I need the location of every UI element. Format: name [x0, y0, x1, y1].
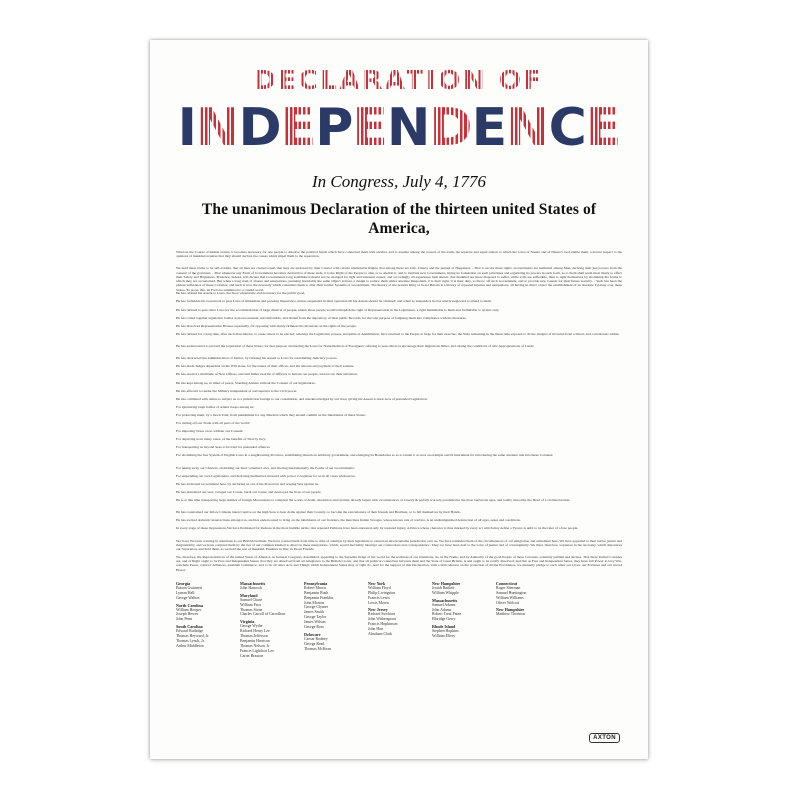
paragraph: For cutting off our Trade with all parts of the world: [176, 420, 250, 425]
signer-column [304, 579, 368, 659]
signer-name: William Floyd [368, 585, 391, 590]
signer-name: James Smith [304, 610, 324, 615]
signer-name: Button Gwinnett [176, 585, 203, 590]
signer-name: Francis Lightfoot Lee [240, 648, 274, 653]
paragraph: For transporting us beyond Seas to be tried for pretended offences [176, 445, 270, 450]
title-letter: N [196, 98, 239, 158]
signer-state: Pennsylvania [304, 580, 328, 586]
title-letter: D [238, 98, 281, 158]
signer-name: Benjamin Franklin [304, 595, 334, 600]
title-letter: E [352, 98, 387, 158]
signer-name: Francis Lewis [368, 595, 390, 600]
signer-state: North Carolina [176, 602, 203, 608]
signer-name: Lyman Hall [176, 590, 195, 595]
signer-name: John Adams [432, 607, 452, 612]
signer-column [496, 579, 560, 659]
signer-name: Lewis Morris [368, 600, 390, 605]
signer-state: Massachusetts [432, 597, 458, 603]
signer-name: Francis Hopkinson [368, 622, 398, 627]
signer-name: William Ellery [432, 634, 456, 639]
signer-name: Robert Morris [304, 585, 327, 590]
paragraph: He has combined with others to subject us to a jurisdiction foreign to our constitution, and unacknowledged by our laws; giving his Assent to their Acts of pretended Legislation: [176, 396, 428, 401]
signer-name: William Williams [496, 595, 524, 600]
paragraph: He has called together legislative bodies at places unusual, uncomfortable, and distant from the depository of their public Records, for the sole purpose of fatiguing them into compliance with his measures. [176, 315, 467, 320]
signer-name: Thomas Stone [240, 607, 263, 612]
title-letter: D [429, 98, 472, 158]
signer-name: George Wythe [240, 624, 263, 629]
signer-name: Abraham Clark [368, 632, 393, 637]
signer-name: Josiah Bartlett [432, 585, 455, 590]
signer-state: Connecticut [496, 580, 518, 586]
signer-state: Maryland [240, 592, 258, 598]
signer-name: Philip Livingston [368, 590, 396, 595]
declaration-body [176, 250, 622, 572]
signer-name: Robert Treat Paine [432, 612, 462, 617]
signer-state: Rhode Island [432, 624, 456, 630]
paragraph: He has erected a multitude of New Offices, and sent hither swarms of Officers to harrass our people, and eat out their substance. [176, 372, 358, 377]
signer-name: Samuel Huntington [496, 590, 527, 595]
signer-name: George Taylor [304, 615, 327, 620]
title-letter: E [471, 98, 507, 158]
signer-name: Carter Braxton [240, 653, 264, 658]
title-letter: C [548, 98, 586, 158]
paragraph: For suspending our own Legislatures, and declaring themselves invested with power to legislate for us in all cases whatsoever. [176, 473, 356, 478]
signer-name: George Ross [304, 625, 324, 630]
signatures [176, 579, 622, 659]
signer-state: New Jersey [368, 607, 388, 613]
paragraph: He has forbidden his Governors to pass Laws of immediate and pressing importance, unless suspended in their operation till his Assent should be obtained; and when so suspended, he has utterly neglected to attend to them. [176, 299, 492, 304]
signer-column [368, 579, 432, 659]
signer-state: Massachusetts [240, 580, 266, 586]
signer-name: John Hart [368, 627, 384, 632]
heading: The unanimous Declaration of the thirteen united States of America, [201, 201, 597, 237]
signer-state: Delaware [304, 632, 321, 638]
signer-name: Thomas McKean [304, 646, 331, 651]
signer-name: Stephen Hopkins [432, 629, 459, 634]
signer-name: George Read [304, 641, 325, 646]
signer-state: New Hampshire [496, 607, 525, 613]
paragraph: For depriving us in many cases, of the benefits of Trial by Jury: [176, 437, 267, 442]
signer-name: William Paca [240, 602, 261, 607]
title-letter: I [177, 98, 196, 158]
title-line-2 [176, 98, 622, 158]
paragraph: We, therefore, the Representatives of the united States of America, in General Congress, Assembled, appealing to the Supreme Judge of the world for the rectitude of our intentions, do, in the Name, and by Authority of the good People of these Colonies, solemnly publish and declare, That these United Colonies are, and of Right ought to be Free and Independent States; that they are Absolved from all Allegiance to the British Crown, and that all political connection between them and the State of Great Britain, is and ought to be totally dissolved; and that as Free and Independent States, they have full Power to levy War, conclude Peace, contract Alliances, establish Commerce, and to do all other Acts and Things which Independent States may of right do. And for the support of this Declaration, with a firm reliance on the protection of divine Providence, we mutually pledge to each other our Lives, our Fortunes and our sacred Honor. [176, 555, 622, 572]
signer-name: John Penn [176, 617, 193, 622]
paragraph: He has endeavoured to prevent the population of these States; for that purpose obstructing the Laws for Naturalization of Foreigners; refusing to pass others to encourage their migrations hither, and raising the conditions of new Appropriations of Lands. [176, 344, 535, 349]
paragraph: He has excited domestic insurrections amongst us, and has endeavoured to bring on the inhabitants of our frontiers, the merciless Indian Savages, whose known rule of warfare, is an undistinguished destruction of all ages, sexes and conditions. [176, 518, 521, 523]
signer-state: South Carolina [176, 624, 203, 630]
title-letter: P [315, 98, 353, 158]
signer-name: John Hancock [240, 585, 263, 590]
signer-name: Joseph Hewes [176, 612, 199, 617]
signer-name: Thomas Jefferson [240, 634, 268, 639]
paragraph: For Quartering large bodies of armed troops among us: [176, 404, 255, 409]
paragraph: Nor have We been wanting in attentions to our Brittish brethren. We have warned them from time to time of attempts by their legislature to extend an unwarrantable jurisdiction over us. We have reminded them of the circumstances of our emigration and settlement here. We have appealed to their native justice and magnanimity, and we have conjured them by the ties of our common kindred to disavow these usurpations, which, would inevitably interrupt our connections and correspondence. They too have been deaf to the voice of justice and of consanguinity. We must, therefore, acquiesce in the necessity, which denounces our Separation, and hold them, as we hold the rest of mankind, Enemies in War, in Peace Friends. [176, 538, 622, 551]
title-line-1: DECLARATION OF [254, 66, 544, 96]
signer-name: Arthur Middleton [176, 644, 204, 649]
signer-column [176, 579, 240, 659]
signer-state: New York [368, 580, 386, 586]
paragraph: He has abdicated Government here, by declaring us out of his Protection and waging War against us. [176, 481, 319, 486]
axton-logo: AXTON [589, 733, 620, 743]
signer-name: Thomas Nelson, Jr. [240, 644, 271, 649]
signer-name: Richard Stockton [368, 612, 396, 617]
signer-name: Matthew Thornton [496, 612, 526, 617]
paragraph: He has refused his Assent to Laws, the most wholesome and necessary for the public good. [176, 291, 306, 296]
paragraph: In every stage of these Oppressions We have Petitioned for Redress in the most humble terms: Our repeated Petitions have been answered only by repeated injury. A Prince whose character is thus marked by every act which may define a Tyrant, is unfit to be the ruler of a free people. [176, 526, 579, 531]
paragraph: He has refused to pass other Laws for the accommodation of large districts of people, unless those people would relinquish the right of Representation in the Legislature, a right inestimable to them and formidable to tyrants only. [176, 307, 500, 312]
signer-state: Virginia [240, 619, 255, 625]
paragraph: He has constrained our fellow Citizens taken Captive on the high Seas to bear Arms against their Country, to become the executioners of their friends and Brethren, or to fall themselves by their Hands. [176, 510, 461, 515]
signer-name: Thomas Lynch, Jr. [176, 639, 205, 644]
signer-name: Roger Sherman [496, 585, 521, 590]
signer-name: Benjamin Harrison [240, 639, 270, 644]
signer-name: Charles Carroll of Carrollton [240, 612, 286, 617]
paragraph: For abolishing the free System of English Laws in a neighbouring Province, establishing therein an Arbitrary government, and enlarging its Boundaries so as to render it at once an example and fit instrument for introducing the same absolute rule into these Colonies: [176, 453, 554, 458]
signer-name: James Wilson [304, 620, 326, 625]
title-letter: E [280, 98, 316, 158]
paragraph: He has made Judges dependent on his Will alone, for the tenure of their offices, and the amount and payment of their salaries. [176, 364, 355, 369]
signer-name: Thomas Heyward, Jr. [176, 634, 210, 639]
signer-name: George Clymer [304, 605, 329, 610]
signer-name: Richard Henry Lee [240, 629, 270, 634]
signer-state: Georgia [176, 580, 191, 586]
signer-name: Oliver Wolcott [496, 600, 520, 605]
signer-name: William Hooper [176, 607, 202, 612]
signer-name: Samuel Chase [240, 597, 263, 602]
signer-name: William Whipple [432, 590, 459, 595]
paragraph: He has dissolved Representative Houses repeatedly, for opposing with manly firmness his invasions on the rights of the people. [176, 323, 357, 328]
paragraph: He has refused for a long time, after such dissolutions, to cause others to be elected; whereby the Legislative powers, incapable of Annihilation, have returned to the People at large for their exercise; the State remaining in the mean time exposed to all the dangers of invasion from without, and convulsions within. [176, 331, 620, 336]
paragraph: He has kept among us, in times of peace, Standing Armies without the Consent of our legislatures. [176, 380, 316, 385]
signer-name: John Witherspoon [368, 617, 397, 622]
paragraph: He is at this time transporting large Armies of foreign Mercenaries to compleat the works of death, desolation and tyranny, already begun with circumstances of Cruelty & perfidy scarcely paralleled in the most barbarous ages, and totally unworthy the Head of a civilized nation. [176, 497, 571, 502]
signer-name: Samuel Adams [432, 602, 456, 607]
signer-column [432, 579, 496, 659]
subtitle: In Congress, July 4, 1776 [311, 172, 487, 191]
signer-name: George Walton [176, 595, 200, 600]
paragraph: He has obstructed the Administration of Justice, by refusing his Assent to Laws for establishing Judiciary powers. [176, 356, 338, 361]
paragraph: He has affected to render the Military independent of and superior to the Civil power. [176, 388, 298, 393]
paragraph: We hold these truths to be self-evident, that all men are created equal, that they are endowed by their Creator with certain unalienable Rights, that among these are Life, Liberty and the pursuit of Happiness. - That to secure these rights, Governments are instituted among Men, deriving their just powers from the consent of the governed, - That whenever any Form of Government becomes destructive of these ends, it is the Right of the People to alter or to abolish it, and to institute new Government, laying its foundation on such principles and organizing its powers in such form, as to them shall seem most likely to effect their Safety and Happiness. Prudence, indeed, will dictate that Governments long established should not be changed for light and transient causes; and accordingly all experience hath shewn, that mankind are more disposed to suffer, while evils are sufferable, than to right themselves by abolishing the forms to which they are accustomed. But when a long train of abuses and usurpations, pursuing invariably the same Object evinces a design to reduce them under absolute Despotism, it is their right, it is their duty, to throw off such Government, and to provide new Guards for their future security. - Such has been the patient sufferance of these Colonies; and such is now the necessity which constrains them to alter their former Systems of Government. The history of the present King of Great Britain is a history of repeated injuries and usurpations, all having in direct object the establishment of an absolute Tyranny over these States. To prove this, let Facts be submitted to a candid world. [176, 266, 622, 292]
paragraph: He has plundered our seas, ravaged our Coasts, burnt our towns, and destroyed the lives of our people. [176, 489, 322, 494]
paragraph: For imposing Taxes on us without our Consent: [176, 429, 244, 434]
signer-name: Benjamin Rush [304, 590, 329, 595]
title-letter: N [506, 98, 549, 158]
signer-name: Edward Rutledge [176, 629, 204, 634]
paragraph: For protecting them, by a mock Trial, from punishment for any Murders which they should commit on the Inhabitants of these States: [176, 412, 366, 417]
signer-name: John Morton [304, 600, 324, 605]
signer-name: Elbridge Gerry [432, 617, 456, 622]
paragraph: For taking away our Charters, abolishing our most valuable Laws, and altering fundamentally the Forms of our Governments: [176, 465, 355, 470]
title-letter: N [386, 98, 430, 158]
paragraph: When in the Course of human events, it becomes necessary for one people to dissolve the political bands which have connected them with another, and to assume among the powers of the earth, the separate and equal station to which the Laws of Nature and of Nature's God entitle them, a decent respect to the opinions of mankind requires that they should declare the causes which impel them to the separation. [176, 250, 622, 259]
signer-state: New Hampshire [432, 580, 461, 586]
signer-name: Caesar Rodney [304, 637, 328, 642]
title-letter: E [585, 98, 621, 158]
declaration-poster [150, 40, 648, 759]
signer-column [240, 579, 304, 659]
